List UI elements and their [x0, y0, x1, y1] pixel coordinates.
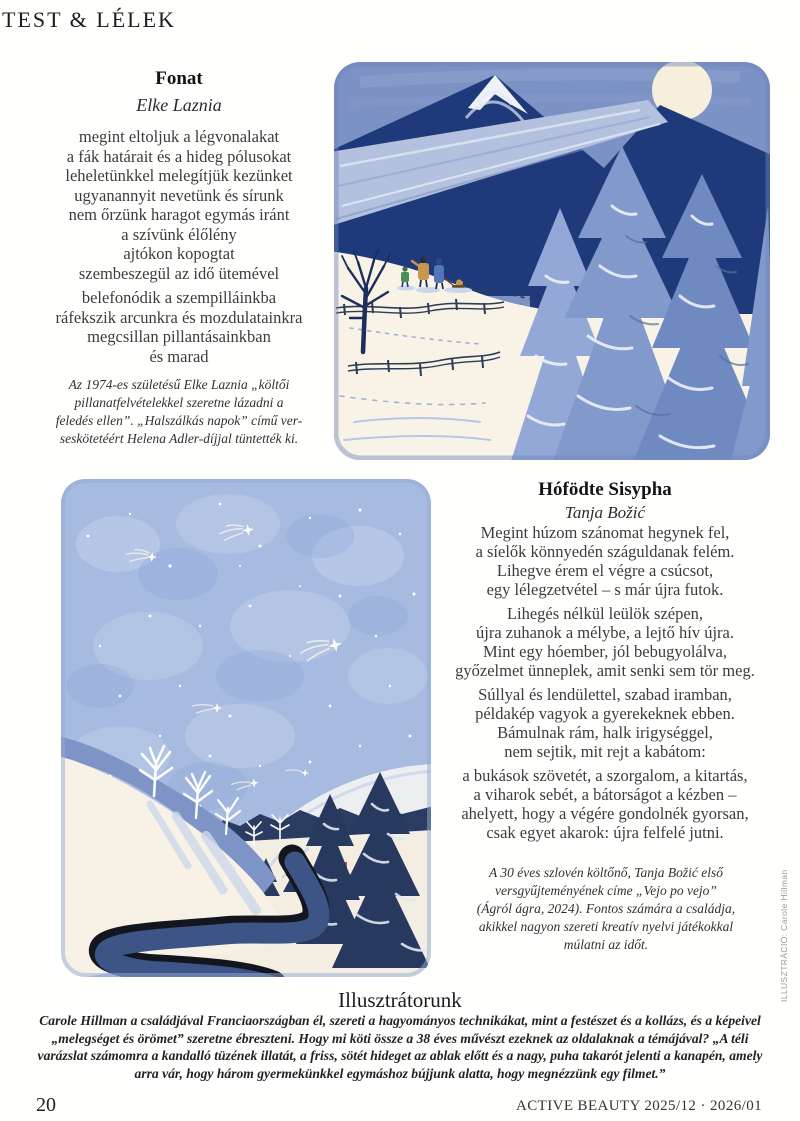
text-line: varázslat számomra a kandalló tüzének illatát, a friss, sötét hideget az ablak előtt és a nagy, puha takarót jelenti a kanapén, amely — [37, 1048, 763, 1063]
poem-line: győzelmet ünneplek, amit senki sem tör meg. — [455, 661, 755, 680]
poem-line: ráfekszik arcunkra és mozdulatainkra — [55, 307, 303, 327]
text-line: feledés ellen”. „Halszálkás napok” című ver- — [55, 413, 303, 428]
poem-line: belefonódik a szempilláinkba — [81, 288, 277, 307]
poem-line: ugyanannyit nevetünk és sírunk — [74, 185, 284, 205]
text-line: arra vár, hogy három gyermekünkkel egymáshoz bújjunk alatta, hogy megnézzünk egy filmet.” — [134, 1065, 666, 1081]
text-line: (Ágról ágra, 2024). Fontos számára a családja, — [476, 901, 736, 916]
poem-author: Tanja Božić — [564, 503, 646, 522]
poem-line: ajtókon kopogtat — [123, 244, 235, 263]
poem-line: szembeszegül az idő ütemével — [78, 263, 280, 283]
poem-body — [436, 523, 774, 842]
poem-line: és marad — [149, 346, 209, 366]
poem-line: Mint egy hóember, jól bebugyolálva, — [482, 642, 728, 661]
poem-line: Lihegés nélkül leülök szépen, — [506, 604, 704, 623]
poem-line: ahelyett, hogy a végére gondolnék gyorsan, — [461, 804, 749, 823]
poem-line: a fák határait és a hideg pólusokat — [66, 146, 292, 166]
poem-line: Súllyal és lendülettel, szabad iramban, — [478, 685, 732, 704]
section-title: TEST & LÉLEK — [2, 7, 176, 32]
text-line: A 30 éves szlovén költőnő, Tanja Božić első — [489, 865, 723, 880]
poem-line: Megint húzom szánomat hegynek fel, — [480, 523, 730, 542]
poem-hofodte-sisypha — [436, 478, 774, 842]
text-line: seskötetéért Helena Adler-díjjal tüntették ki. — [59, 431, 299, 446]
poem-line: csak egyet akarok: újra felfelé jutni. — [486, 823, 724, 842]
text-line: múlatni az időt. — [563, 937, 649, 952]
poem-stanza — [436, 685, 774, 761]
illustration-credit: ILLUSZTRÁCIÓ: Carole Hillman — [779, 869, 789, 1002]
poem-line: egy lélegzetvétel – s már újra futok. — [486, 580, 724, 599]
text-line: Az 1974-es születésű Elke Laznia „költői — [68, 377, 290, 392]
poem-line: nem sejtik, mit rejt a kabátom: — [504, 742, 706, 761]
text-line: „melegséget és örömet” szeretne ébreszteni. Hogy mi köti össze a 38 éves művészt ezeknek az oldalaknak a témájával? „A téli — [51, 1030, 749, 1046]
poem-fonat — [28, 66, 330, 366]
poem-author: Elke Laznia — [136, 95, 222, 115]
poem-stanza — [436, 523, 774, 599]
poem-line: Bámulnak rám, halk irigységgel, — [497, 723, 713, 742]
page-number: 20 — [36, 1094, 56, 1116]
poem-title: Fonat — [155, 68, 203, 89]
poem-line: megint eltoljuk a légvonalakat — [78, 127, 280, 146]
illustration-starry-night — [58, 474, 434, 982]
poem-body — [28, 127, 330, 366]
poem-title: Hófödte Sisypha — [538, 479, 672, 500]
illustration-mountain-scene — [330, 56, 774, 464]
poem-line: a bukások szövetét, a szorgalom, a kitartás, — [462, 766, 748, 785]
poem-stanza — [28, 288, 330, 366]
poem-stanza — [28, 127, 330, 283]
illustrator-text — [20, 1012, 780, 1082]
poem-stanza — [436, 766, 774, 842]
poem-line: példakép vagyok a gyerekeknek ebben. — [475, 704, 735, 723]
poet-bio — [444, 864, 768, 954]
poem-line: Lihegve érem el végre a csúcsot, — [496, 561, 714, 580]
poem-line: megcsillan pillantásainkban — [87, 327, 271, 346]
poem-line: a viharok sebét, a bátorságot a kézben – — [473, 785, 737, 804]
text-line: pillanatfelvételekkel szeretne lázadni a — [74, 395, 284, 410]
text-line: akikkel nagyon szereti kreatív nyelvi játékokkal — [478, 919, 734, 934]
text-line: Carole Hillman a családjával Franciaországban él, szereti a hagyományos technikákat, mint a festészet és a kollázs, és a képeivel — [39, 1013, 761, 1028]
poem-stanza — [436, 604, 774, 680]
poem-line: a szívünk élőlény — [121, 224, 237, 244]
poem-line: a síelők könnyedén száguldanak felém. — [475, 542, 735, 561]
poem-line: nem őrzünk haragot egymás iránt — [68, 205, 290, 224]
poem-line: újra zuhanok a mélybe, a lejtő hív újra. — [476, 623, 734, 642]
illustrator-heading: Illusztrátorunk — [338, 988, 462, 1012]
magazine-footer: ACTIVE BEAUTY 2025/12 · 2026/01 — [516, 1098, 762, 1114]
poet-bio — [30, 376, 328, 448]
text-line: versgyűjteményének címe „Vejo po vejo” — [495, 883, 717, 898]
poem-line: leheletünkkel melegítjük kezünket — [65, 166, 293, 185]
